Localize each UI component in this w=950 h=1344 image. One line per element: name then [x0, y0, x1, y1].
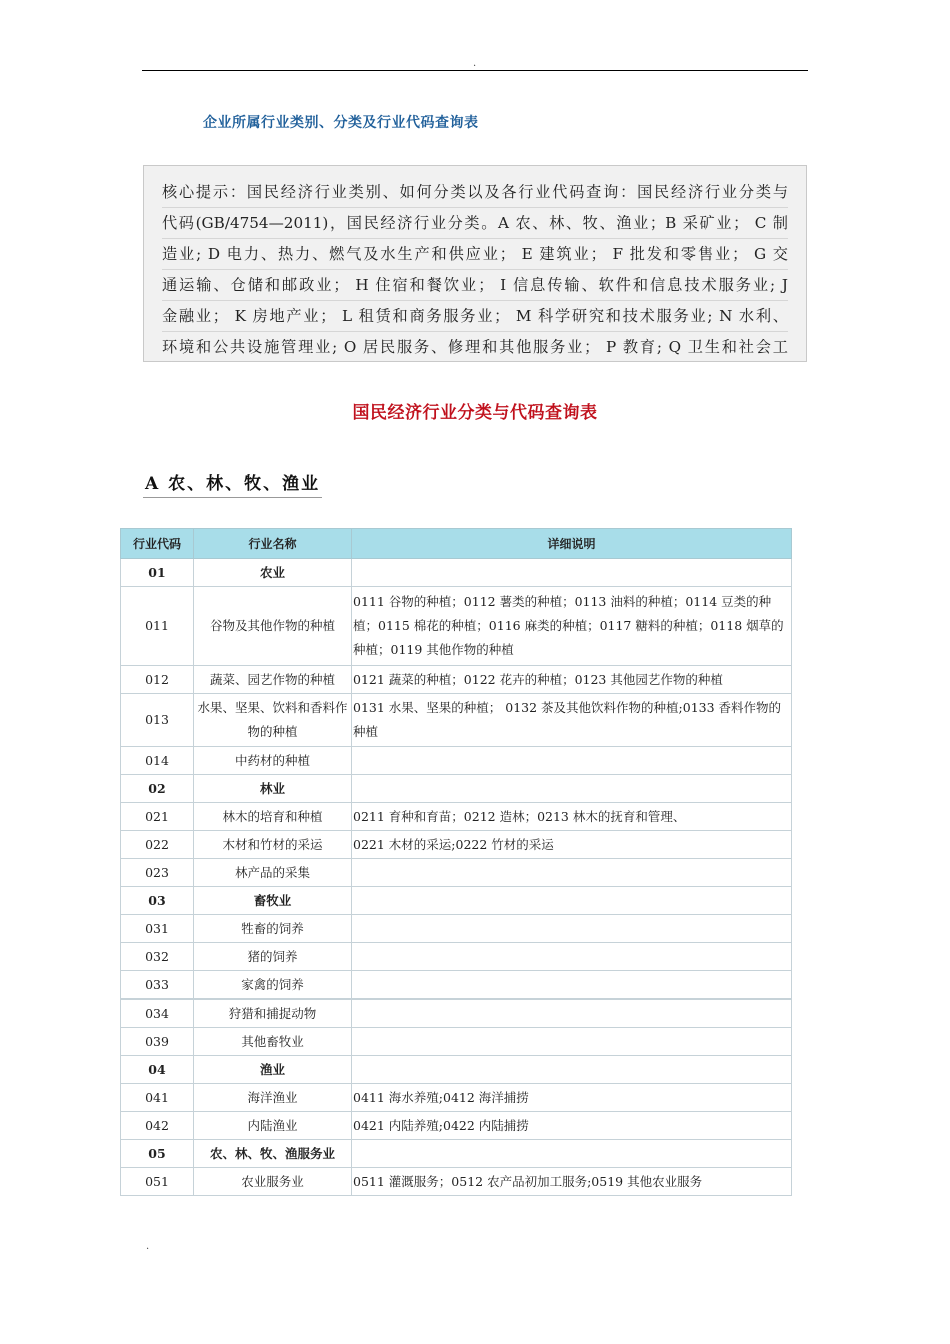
cell-code: 023: [121, 859, 194, 887]
cell-desc: [352, 747, 792, 775]
cell-code: 013: [121, 694, 194, 747]
cell-code: 033: [121, 971, 194, 1000]
cell-name: 中药材的种植: [194, 747, 352, 775]
cell-name: 家禽的饲养: [194, 971, 352, 1000]
summary-line: 通运输、仓储和邮政业； H 住宿和餐饮业； I 信息传输、软件和信息技术服务业; J: [162, 270, 788, 301]
cell-code: 05: [121, 1140, 194, 1168]
cell-name: 狩猎和捕捉动物: [194, 999, 352, 1028]
cell-desc: [352, 887, 792, 915]
table-row: [121, 1140, 792, 1168]
table-row: [121, 887, 792, 915]
table-row: [121, 666, 792, 694]
table-row: [121, 971, 792, 1000]
table-row: [121, 1056, 792, 1084]
cell-name: 内陆渔业: [194, 1112, 352, 1140]
cell-code: 014: [121, 747, 194, 775]
summary-line: 核心提示：国民经济行业类别、如何分类以及各行业代码查询：国民经济行业分类与: [162, 177, 788, 208]
cell-code: 021: [121, 803, 194, 831]
cell-code: 04: [121, 1056, 194, 1084]
cell-name: 木材和竹材的采运: [194, 831, 352, 859]
header-desc: 详细说明: [352, 529, 792, 559]
cell-name: 农业: [194, 559, 352, 587]
cell-name: 农业服务业: [194, 1168, 352, 1196]
cell-code: 02: [121, 775, 194, 803]
cell-desc: 0421 内陆养殖;0422 内陆捕捞: [352, 1112, 792, 1140]
cell-name: 水果、坚果、饮料和香料作物的种植: [194, 694, 352, 747]
summary-line: 代码(GB/4754—2011)，国民经济行业分类。A 农、林、牧、渔业；B 采矿业； C 制: [162, 208, 788, 239]
footer-dot: .: [146, 1241, 150, 1252]
cell-desc: [352, 1056, 792, 1084]
cell-name: 畜牧业: [194, 887, 352, 915]
header-rule: [142, 70, 808, 71]
cell-name: 林业: [194, 775, 352, 803]
cell-name: 猪的饲养: [194, 943, 352, 971]
table-row: [121, 831, 792, 859]
cell-code: 01: [121, 559, 194, 587]
cell-desc: [352, 1028, 792, 1056]
cell-code: 041: [121, 1084, 194, 1112]
cell-code: 031: [121, 915, 194, 943]
cell-desc: [352, 943, 792, 971]
header-code: 行业代码: [121, 529, 194, 559]
table-row: [121, 1084, 792, 1112]
main-title: 国民经济行业分类与代码查询表: [352, 403, 598, 423]
cell-name: 林产品的采集: [194, 859, 352, 887]
cell-desc: 0121 蔬菜的种植；0122 花卉的种植；0123 其他园艺作物的种植: [352, 666, 792, 694]
summary-line: 造业; D 电力、热力、燃气及水生产和供应业； E 建筑业； F 批发和零售业； G 交: [162, 239, 788, 270]
cell-name: 牲畜的饲养: [194, 915, 352, 943]
table-body: [121, 559, 792, 1196]
cell-desc: [352, 1140, 792, 1168]
summary-line: 环境和公共设施管理业; O 居民服务、修理和其他服务业； P 教育; Q 卫生和社会工: [162, 338, 788, 356]
cell-desc: 0411 海水养殖;0412 海洋捕捞: [352, 1084, 792, 1112]
cell-desc: [352, 999, 792, 1028]
cell-desc: [352, 559, 792, 587]
cell-code: 012: [121, 666, 194, 694]
cell-name: 农、林、牧、渔服务业: [194, 1140, 352, 1168]
header-dot: .: [473, 58, 477, 69]
table-row: [121, 915, 792, 943]
cell-name: 渔业: [194, 1056, 352, 1084]
summary-box: [143, 165, 807, 362]
cell-desc: [352, 775, 792, 803]
table-row: [121, 559, 792, 587]
cell-code: 011: [121, 587, 194, 666]
cell-code: 034: [121, 999, 194, 1028]
table-row: [121, 1112, 792, 1140]
table-row: [121, 694, 792, 747]
table-row: [121, 859, 792, 887]
table-row: [121, 775, 792, 803]
table-row: [121, 1028, 792, 1056]
industry-code-table: [120, 528, 792, 1196]
cell-name: 谷物及其他作物的种植: [194, 587, 352, 666]
table-row: [121, 1168, 792, 1196]
cell-name: 其他畜牧业: [194, 1028, 352, 1056]
cell-code: 042: [121, 1112, 194, 1140]
cell-desc: 0131 水果、坚果的种植； 0132 茶及其他饮料作物的种植;0133 香料作物的种植: [352, 694, 792, 747]
cell-code: 03: [121, 887, 194, 915]
cell-code: 051: [121, 1168, 194, 1196]
table-row: [121, 999, 792, 1028]
cell-name: 蔬菜、园艺作物的种植: [194, 666, 352, 694]
cell-name: 海洋渔业: [194, 1084, 352, 1112]
cell-desc: 0511 灌溉服务；0512 农产品初加工服务;0519 其他农业服务: [352, 1168, 792, 1196]
table-header-row: [121, 529, 792, 559]
table-row: [121, 587, 792, 666]
cell-desc: 0111 谷物的种植；0112 薯类的种植；0113 油料的种植；0114 豆类的种植；0115 棉花的种植；0116 麻类的种植；0117 糖料的种植；0118 烟草的种植；0119 其他作物的种植: [352, 587, 792, 666]
cell-name: 林木的培育和种植: [194, 803, 352, 831]
cell-desc: [352, 915, 792, 943]
document-title: 企业所属行业类别、分类及行业代码查询表: [203, 115, 479, 131]
table-row: [121, 747, 792, 775]
section-heading: A 农、林、牧、渔业: [143, 469, 322, 498]
cell-code: 039: [121, 1028, 194, 1056]
cell-desc: 0211 育种和育苗；0212 造林；0213 林木的抚育和管理、: [352, 803, 792, 831]
header-name: 行业名称: [194, 529, 352, 559]
cell-code: 022: [121, 831, 194, 859]
summary-line: 金融业； K 房地产业； L 租赁和商务服务业； M 科学研究和技术服务业; N 水利、: [162, 301, 788, 332]
cell-desc: [352, 971, 792, 1000]
cell-code: 032: [121, 943, 194, 971]
cell-desc: 0221 木材的采运;0222 竹材的采运: [352, 831, 792, 859]
table-row: [121, 803, 792, 831]
table-row: [121, 943, 792, 971]
cell-desc: [352, 859, 792, 887]
